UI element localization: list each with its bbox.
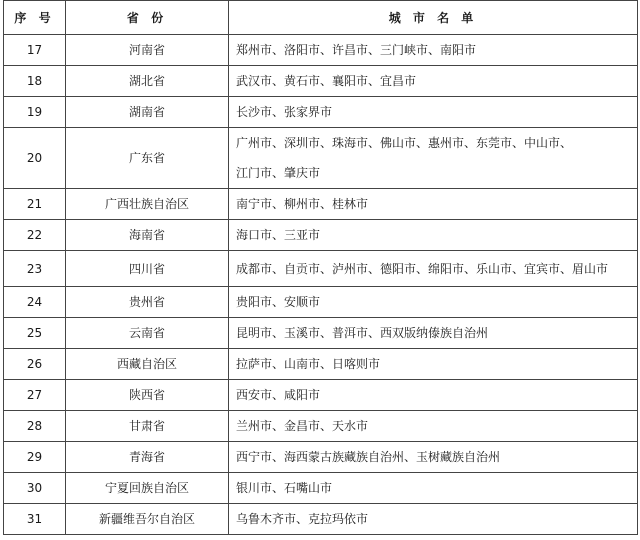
row-cities	[229, 318, 638, 349]
city-list-line: 广州市、深圳市、珠海市、佛山市、惠州市、东莞市、中山市、	[236, 136, 573, 150]
city-list-table	[3, 0, 638, 535]
row-number: 23	[4, 251, 66, 287]
city-list-line: 海口市、三亚市	[236, 228, 321, 242]
row-province: 新疆维吾尔自治区	[66, 504, 229, 535]
table-row	[4, 189, 638, 220]
row-number: 31	[4, 504, 66, 535]
row-province: 湖南省	[66, 97, 229, 128]
row-cities	[229, 349, 638, 380]
city-list-line: 南宁市、柳州市、桂林市	[236, 197, 369, 211]
row-number: 18	[4, 66, 66, 97]
row-cities	[229, 35, 638, 66]
row-number: 24	[4, 287, 66, 318]
row-province: 甘肃省	[66, 411, 229, 442]
city-list-line: 成都市、自贡市、泸州市、德阳市、绵阳市、乐山市、宜宾市、眉山市	[236, 261, 609, 276]
city-list-line: 武汉市、黄石市、襄阳市、宜昌市	[236, 74, 417, 88]
row-cities	[229, 411, 638, 442]
table-row	[4, 380, 638, 411]
row-cities	[229, 128, 638, 189]
city-list-line: 银川市、石嘴山市	[236, 481, 333, 495]
table-row	[4, 35, 638, 66]
table-row	[4, 473, 638, 504]
table-row	[4, 97, 638, 128]
row-number: 27	[4, 380, 66, 411]
row-number: 22	[4, 220, 66, 251]
row-province: 贵州省	[66, 287, 229, 318]
table-body	[4, 35, 638, 535]
row-province: 青海省	[66, 442, 229, 473]
city-list-line: 贵阳市、安顺市	[236, 295, 321, 309]
header-province: 省 份	[66, 1, 229, 35]
row-province: 广西壮族自治区	[66, 189, 229, 220]
table-row	[4, 411, 638, 442]
table-header-row	[4, 1, 638, 35]
row-cities	[229, 189, 638, 220]
row-cities	[229, 251, 638, 287]
table-row	[4, 128, 638, 189]
table-row	[4, 220, 638, 251]
city-list-line: 乌鲁木齐市、克拉玛依市	[236, 512, 369, 526]
city-list-line: 西安市、咸阳市	[236, 388, 321, 402]
header-number: 序 号	[4, 1, 66, 35]
table-row	[4, 287, 638, 318]
row-number: 30	[4, 473, 66, 504]
row-cities	[229, 287, 638, 318]
row-province: 云南省	[66, 318, 229, 349]
row-province: 湖北省	[66, 66, 229, 97]
row-number: 20	[4, 128, 66, 189]
row-number: 28	[4, 411, 66, 442]
table-row	[4, 504, 638, 535]
row-province: 海南省	[66, 220, 229, 251]
city-list-line: 兰州市、金昌市、天水市	[236, 419, 369, 433]
row-number: 29	[4, 442, 66, 473]
table-row	[4, 442, 638, 473]
row-cities	[229, 97, 638, 128]
row-number: 19	[4, 97, 66, 128]
city-list-line: 长沙市、张家界市	[236, 105, 333, 119]
row-province: 西藏自治区	[66, 349, 229, 380]
row-province: 四川省	[66, 251, 229, 287]
row-cities	[229, 380, 638, 411]
row-number: 17	[4, 35, 66, 66]
row-number: 25	[4, 318, 66, 349]
row-province: 广东省	[66, 128, 229, 189]
row-province: 河南省	[66, 35, 229, 66]
row-province: 陕西省	[66, 380, 229, 411]
row-cities	[229, 504, 638, 535]
city-list-line: 江门市、肇庆市	[236, 166, 321, 180]
row-number: 21	[4, 189, 66, 220]
row-cities	[229, 220, 638, 251]
row-cities	[229, 66, 638, 97]
header-cities: 城 市 名 单	[229, 1, 638, 35]
row-province: 宁夏回族自治区	[66, 473, 229, 504]
city-list-line: 郑州市、洛阳市、许昌市、三门峡市、南阳市	[236, 43, 477, 57]
city-list-line: 昆明市、玉溪市、普洱市、西双版纳傣族自治州	[236, 326, 489, 340]
city-list-line: 西宁市、海西蒙古族藏族自治州、玉树藏族自治州	[236, 450, 501, 464]
table-row	[4, 251, 638, 287]
table-row	[4, 318, 638, 349]
row-cities	[229, 442, 638, 473]
table-row	[4, 66, 638, 97]
row-cities	[229, 473, 638, 504]
city-list-line: 拉萨市、山南市、日喀则市	[236, 357, 381, 371]
row-number: 26	[4, 349, 66, 380]
table-row	[4, 349, 638, 380]
